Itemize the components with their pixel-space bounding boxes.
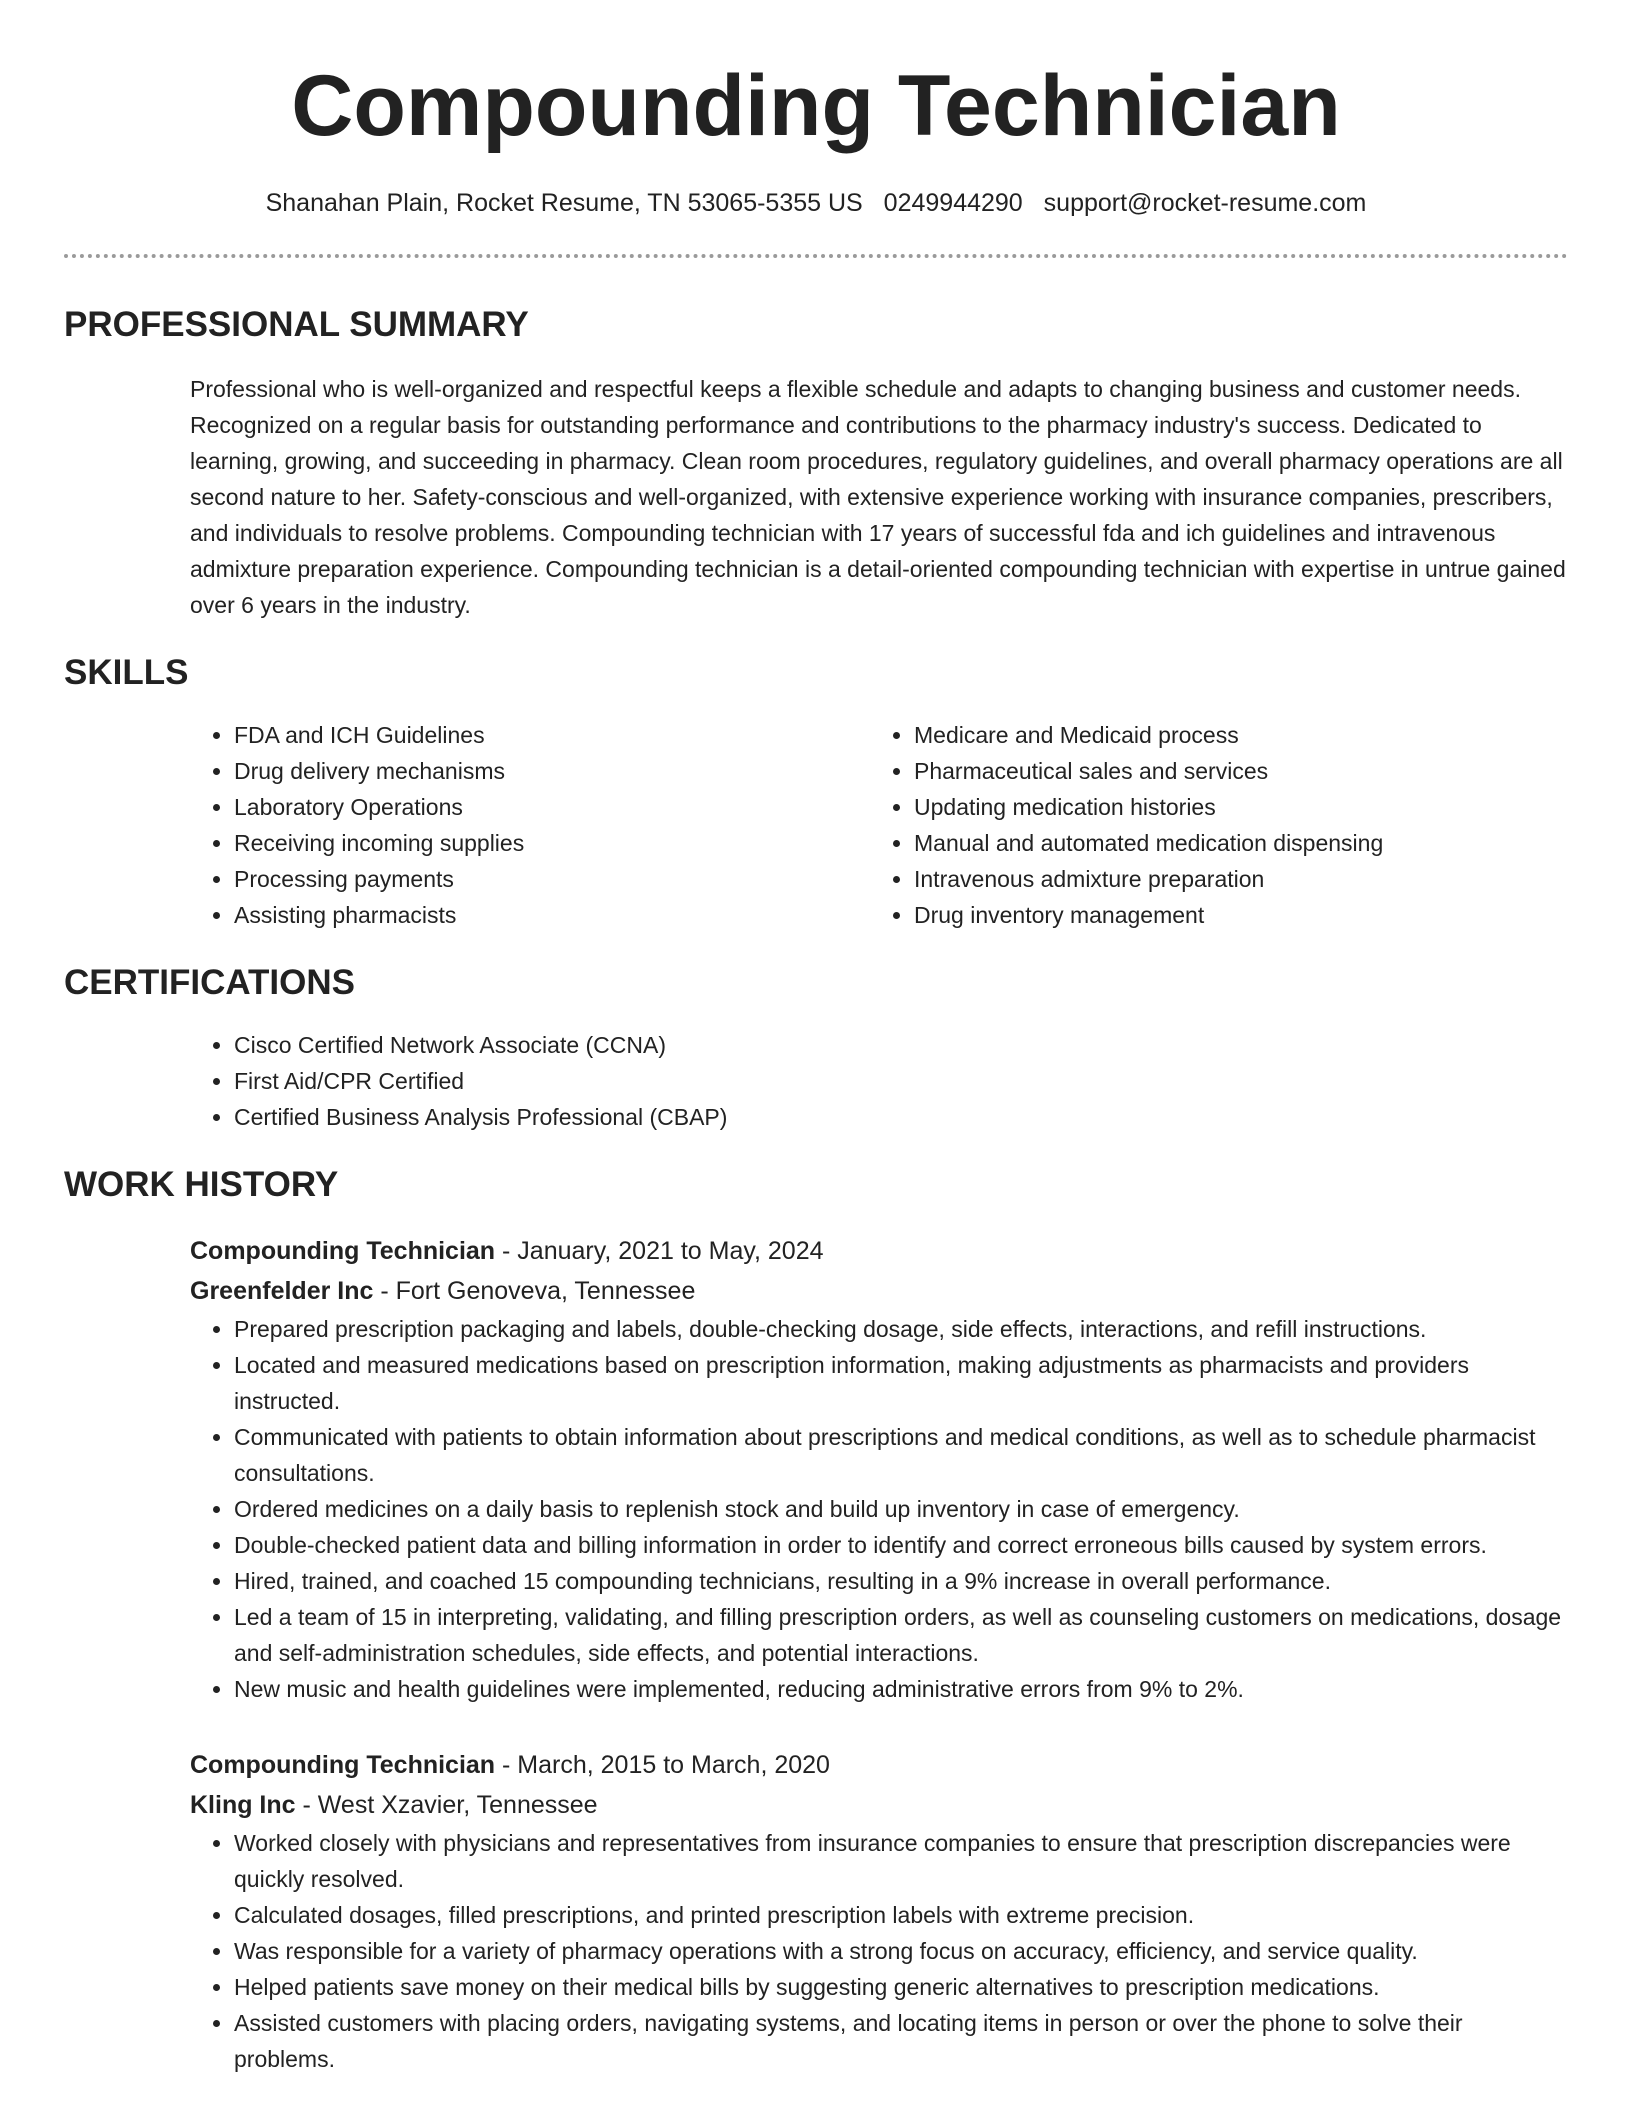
job-bullet: • Worked closely with physicians and representatives from insurance companies to ensure that prescription discrepancies were quickly resolved.	[234, 1825, 1568, 1897]
work-history-heading: WORK HISTORY	[64, 1165, 339, 1204]
certification-item: • Cisco Certified Network Associate (CCNA)	[234, 1027, 1568, 1063]
skill-item: • Drug delivery mechanisms	[234, 753, 870, 789]
certification-item: • First Aid/CPR Certified	[234, 1063, 1568, 1099]
contact-email: support@rocket-resume.com	[1043, 189, 1367, 217]
resume-name: Compounding Technician	[291, 58, 1341, 154]
job-title-line	[190, 1745, 1568, 1785]
job-bullet: • New music and health guidelines were implemented, reducing administrative errors from 9% to 2%.	[234, 1671, 1568, 1707]
contact-line	[64, 188, 1568, 218]
job-bullet: • Double-checked patient data and billing information in order to identify and correct erroneous bills caused by system errors.	[234, 1527, 1568, 1563]
header-divider	[64, 254, 1568, 258]
contact-address: Shanahan Plain, Rocket Resume, TN 53065-5355 US	[265, 189, 863, 217]
job-bullet: • Calculated dosages, filled prescriptions, and printed prescription labels with extreme precision.	[234, 1897, 1568, 1933]
skills-column-left	[190, 717, 870, 933]
job-company-line	[190, 1271, 1568, 1311]
job-location: - Fort Genoveva, Tennessee	[373, 1277, 696, 1305]
contact-phone: 0249944290	[883, 189, 1023, 217]
job-company: Kling Inc	[190, 1791, 296, 1819]
skills-columns	[190, 717, 1568, 933]
job-bullet: • Assisted customers with placing orders, navigating systems, and locating items in person or over the phone to solve their problems.	[234, 2005, 1568, 2077]
job-dates: - January, 2021 to May, 2024	[495, 1237, 824, 1265]
job-company: Greenfelder Inc	[190, 1277, 374, 1305]
job-role: Compounding Technician	[190, 1237, 496, 1265]
job-bullet: • Led a team of 15 in interpreting, validating, and filling prescription orders, as well as counseling customers on medications, dosage and self-administration schedules, side effects, and potential interactions.	[234, 1599, 1568, 1671]
skill-item: • Processing payments	[234, 861, 870, 897]
job-role: Compounding Technician	[190, 1751, 496, 1779]
skill-item: • Updating medication histories	[914, 789, 1550, 825]
job-bullet: • Was responsible for a variety of pharmacy operations with a strong focus on accuracy, efficiency, and service quality.	[234, 1933, 1568, 1969]
job-bullet: • Prepared prescription packaging and labels, double-checking dosage, side effects, interactions, and refill instructions.	[234, 1311, 1568, 1347]
skill-item: • Intravenous admixture preparation	[914, 861, 1550, 897]
job-bullet: • Communicated with patients to obtain information about prescriptions and medical conditions, as well as to schedule pharmacist consultations.	[234, 1419, 1568, 1491]
skill-item: • Receiving incoming supplies	[234, 825, 870, 861]
job-bullets	[190, 1311, 1568, 1707]
job-location: - West Xzavier, Tennessee	[295, 1791, 598, 1819]
job-dates: - March, 2015 to March, 2020	[495, 1751, 830, 1779]
skills-column-right	[870, 717, 1550, 933]
skill-item: • FDA and ICH Guidelines	[234, 717, 870, 753]
job-bullets	[190, 1825, 1568, 2077]
job-entry	[190, 1231, 1568, 1707]
summary-heading: PROFESSIONAL SUMMARY	[64, 305, 529, 344]
certification-item: • Certified Business Analysis Professional (CBAP)	[234, 1099, 1568, 1135]
job-bullet: • Located and measured medications based on prescription information, making adjustments as pharmacists and providers instructed.	[234, 1347, 1568, 1419]
skill-item: • Pharmaceutical sales and services	[914, 753, 1550, 789]
certifications-heading: CERTIFICATIONS	[64, 963, 356, 1002]
certifications-list	[190, 1027, 1568, 1135]
job-bullet: • Helped patients save money on their medical bills by suggesting generic alternatives to prescription medications.	[234, 1969, 1568, 2005]
summary-text: Professional who is well-organized and respectful keeps a flexible schedule and adapts to changing business and customer needs. Recognized on a regular basis for outstanding performance and contributions to the pharmacy industry's success. Dedicated to learning, growing, and succeeding in pharmacy. Clean room procedures, regulatory guidelines, and overall pharmacy operations are all second nature to her. Safety-conscious and well-organized, with extensive experience working with insurance companies, prescribers, and individuals to resolve problems. Compounding technician with 17 years of successful fda and ich guidelines and intravenous admixture preparation experience. Compounding technician is a detail-oriented compounding technician with expertise in untrue gained over 6 years in the industry.	[190, 376, 1566, 618]
skill-item: • Manual and automated medication dispensing	[914, 825, 1550, 861]
skill-item: • Drug inventory management	[914, 897, 1550, 933]
job-bullet: • Hired, trained, and coached 15 compounding technicians, resulting in a 9% increase in overall performance.	[234, 1563, 1568, 1599]
skill-item: • Medicare and Medicaid process	[914, 717, 1550, 753]
skill-item: • Assisting pharmacists	[234, 897, 870, 933]
job-bullet: • Ordered medicines on a daily basis to replenish stock and build up inventory in case of emergency.	[234, 1491, 1568, 1527]
job-company-line	[190, 1785, 1568, 1825]
job-title-line	[190, 1231, 1568, 1271]
skills-heading: SKILLS	[64, 653, 189, 692]
skill-item: • Laboratory Operations	[234, 789, 870, 825]
job-entry	[190, 1745, 1568, 2077]
